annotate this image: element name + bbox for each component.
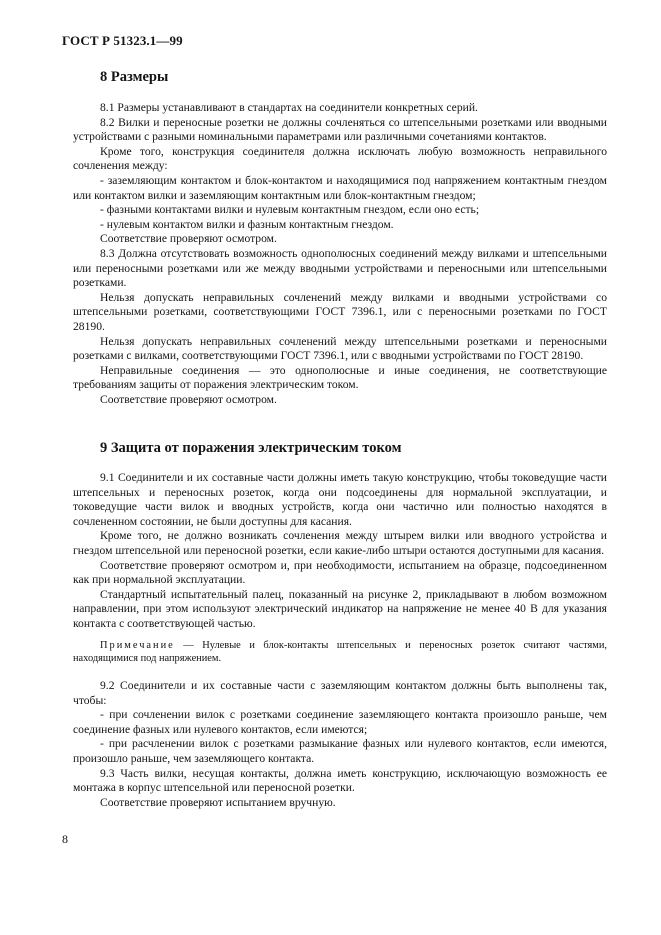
paragraph-8-3: 8.3 Должна отсутствовать возможность однополюсных соединений между вилками и штепсельными или переносными розетками или же между вводными устройствами и переносными или штепсельными розетками. <box>73 246 607 290</box>
paragraph: Соответствие проверяют осмотром. <box>100 232 277 246</box>
section-9-body-a <box>73 471 607 665</box>
paragraph: Нельзя допускать неправильных сочленений между вилками и вводными устройствами со штепсельными розетками, соответствующими ГОСТ 7396.1, или с переносными розетками по ГОСТ 28190. <box>73 290 607 333</box>
list-item: - при сочленении вилок с розетками соединение заземляющего контакта произошло раньше, чем соединение фазных или нулевого контактов, если имеются; <box>73 708 607 736</box>
note-text: — Нулевые и блок-контакты штепсельных и переносных розеток считают частями, находящимися под напряжением. <box>73 639 607 664</box>
list-item: - фазными контактами вилки и нулевым контактным гнездом, если оно есть; <box>100 203 480 217</box>
paragraph-9-1: 9.1 Соединители и их составные части должны иметь такую конструкцию, чтобы токоведущие части штепсельных и переносных розеток, когда они подсоединены для нормальной эксплуатации, и токоведущие части вилок и вводных устройств, когда они частично или полностью находятся в сочлененном состоянии, не были доступны для касания. <box>73 471 607 528</box>
paragraph: Стандартный испытательный палец, показанный на рисунке 2, прикладывают в любом возможном направлении, при этом используют электрический индикатор на напряжение не менее 40 В для указания контакта с соответствующей частью. <box>73 587 607 630</box>
paragraph-8-2: 8.2 Вилки и переносные розетки не должны сочленяться со штепсельными розетками или вводными устройствами с разными номинальными параметрами или различными сочетаниями контактов. <box>73 115 607 144</box>
document-header: ГОСТ Р 51323.1—99 <box>62 33 183 48</box>
paragraph: Кроме того, конструкция соединителя должна исключать любую возможность неправильного сочленения между: <box>73 144 607 173</box>
paragraph: Соответствие проверяют осмотром. <box>100 392 277 406</box>
note-label: Примечание <box>100 639 175 651</box>
paragraph-9-2: 9.2 Соединители и их составные части с заземляющим контактом должны быть выполнены так, чтобы: <box>73 679 607 707</box>
list-item: - заземляющим контактом и блок-контактом и находящимися под напряжением контактным гнездом или контактом вилки и заземляющим контактным или блок-контактным гнездом; <box>73 173 607 202</box>
paragraph-9-3: 9.3 Часть вилки, несущая контакты, должна иметь конструкцию, исключающую возможность ее монтажа в корпус штепсельной или переносной розетки. <box>73 766 607 795</box>
paragraph: Соответствие проверяют осмотром и, при необходимости, испытанием на образце, подсоединенном как при нормальной эксплуатации. <box>73 558 607 587</box>
section-8-body <box>73 101 607 407</box>
paragraph: Нельзя допускать неправильных сочленений между штепсельными розетками и переносными розетками с вилками, соответствующими ГОСТ 7396.1, или с вводными устройствами по ГОСТ 28190. <box>73 334 607 363</box>
section-9-heading: 9 Защита от поражения электрическим током <box>100 440 402 456</box>
paragraph: Неправильные соединения — это однополюсные и иные соединения, не соответствующие требованиям защиты от поражения электрическим током. <box>73 363 607 392</box>
note <box>73 639 607 665</box>
paragraph-8-1: 8.1 Размеры устанавливают в стандартах на соединители конкретных серий. <box>100 101 478 114</box>
section-9-body-b <box>73 679 607 810</box>
list-item: - при расчленении вилок с розетками размыкание фазных или нулевого контактов, если имеются, произошло раньше, чем заземляющего контакта. <box>73 737 607 765</box>
section-8-heading: 8 Размеры <box>100 69 169 85</box>
page-number: 8 <box>62 832 68 846</box>
paragraph: Кроме того, не должно возникать сочленения между штырем вилки или вводного устройства и гнездом штепсельной или переносной розетки, если какие-либо штыри остаются доступными для касания. <box>73 529 607 557</box>
list-item: - нулевым контактом вилки и фазным контактным гнездом. <box>100 217 394 231</box>
paragraph: Соответствие проверяют испытанием вручную. <box>100 795 336 809</box>
